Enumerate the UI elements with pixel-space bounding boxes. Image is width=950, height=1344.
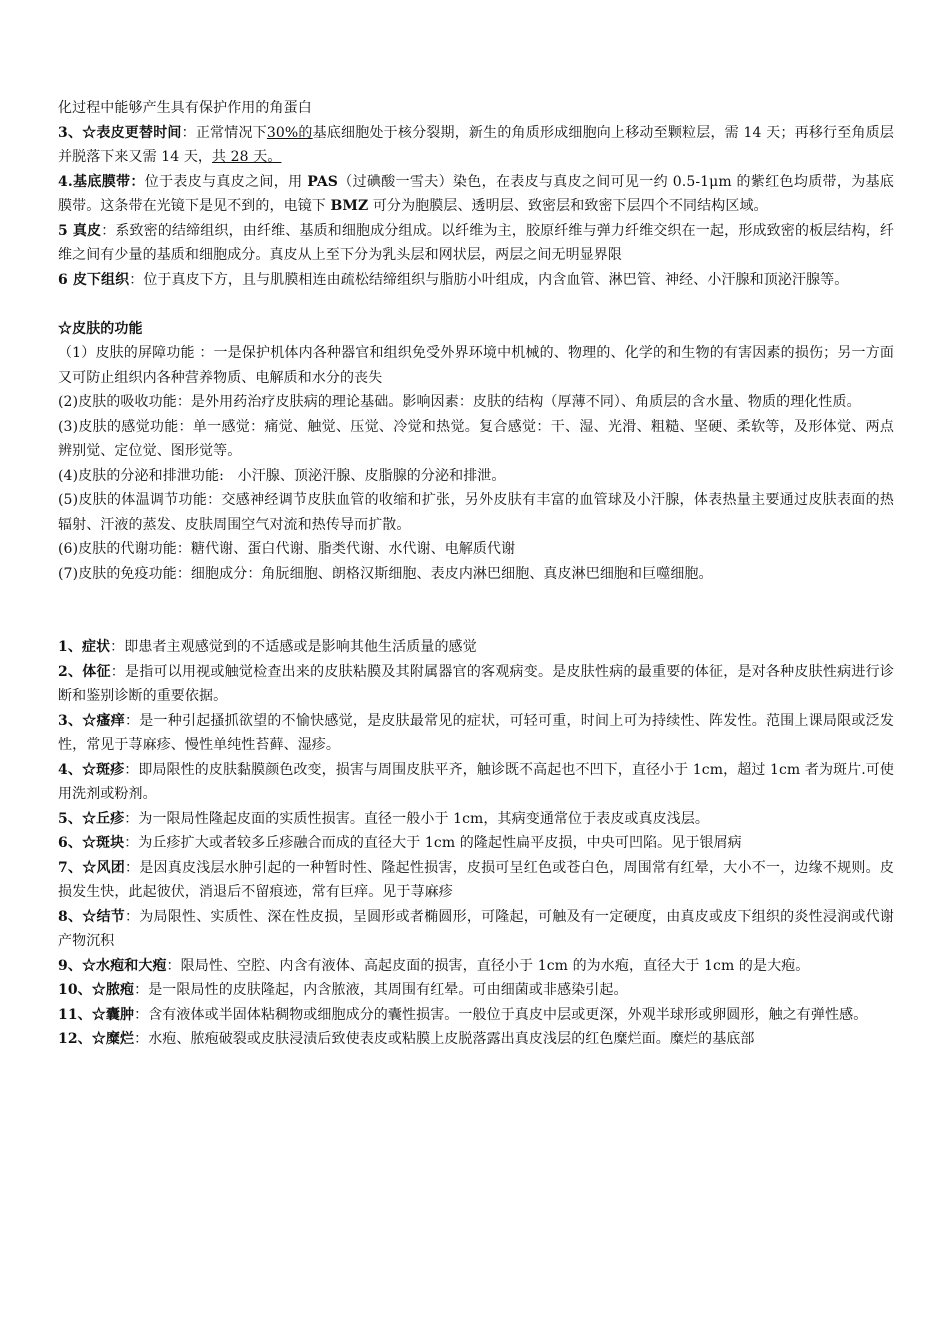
paragraph-subcutaneous: 6 皮下组织：位于真皮下方，且与肌膜相连由疏松结缔组织与脂肪小叶组成，内含血管、淋巴管、神经、小汗腺和顶泌汗腺等。 [58, 271, 849, 288]
underlined-text: 共 28 天。 [212, 149, 282, 165]
term-heading: 2、体征 [58, 663, 111, 680]
term-item: 5、☆丘疹：为一限局性隆起皮面的实质性损害。直径一般小于 1cm，其病变通常位于表皮或真皮浅层。 [58, 810, 710, 827]
term-heading: 3、☆瘙痒 [58, 712, 125, 729]
bold-term: PAS [307, 173, 339, 190]
paragraph-epidermis-turnover: 3、☆表皮更替时间：正常情况下30%的基底细胞处于核分裂期，新生的角质形成细胞向上移动至颗粒层，需 14 天；再移行至角质层并脱落下来又需 14 天，共 28 天。 [58, 124, 894, 165]
paragraph-keratin-continuation: 化过程中能够产生具有保护作用的角蛋白 [58, 100, 312, 116]
section-heading: 6 皮下组织 [58, 271, 130, 288]
blank-line [58, 292, 894, 317]
term-heading: 10、☆脓疱 [58, 982, 135, 998]
term-item: 3、☆瘙痒：是一种引起搔抓欲望的不愉快感觉，是皮肤最常见的症状，可轻可重，时间上可为持续性、阵发性。范围上课局限或泛发性，常见于荨麻疹、慢性单纯性苔藓、湿疹。 [58, 712, 894, 753]
term-item: 8、☆结节：为局限性、实质性、深在性皮损，呈圆形或者椭圆形，可隆起，可触及有一定硬度，由真皮或皮下组织的炎性浸润或代谢产物沉积 [58, 908, 894, 949]
section-heading: 4.基底膜带： [58, 173, 145, 190]
blank-line [58, 586, 894, 635]
term-item: 11、☆囊肿：含有液体或半固体粘稠物或细胞成分的囊性损害。一般位于真皮中层或更深，外观半球形或卵圆形，触之有弹性感。 [58, 1006, 868, 1023]
function-item: (7)皮肤的免疫功能：细胞成分：角朊细胞、朗格汉斯细胞、表皮内淋巴细胞、真皮淋巴细胞和巨噬细胞。 [58, 565, 713, 582]
term-item: 9、☆水疱和大疱：限局性、空腔、内含有液体、高起皮面的损害，直径小于 1cm 的为水疱，直径大于 1cm 的是大疱。 [58, 957, 810, 974]
term-heading: 1、症状 [58, 639, 111, 655]
term-item: 1、症状：即患者主观感觉到的不适感或是影响其他生活质量的感觉 [58, 639, 477, 655]
term-heading: 11、☆囊肿 [58, 1006, 135, 1023]
term-item: 2、体征：是指可以用视或触觉检查出来的皮肤粘膜及其附属器官的客观病变。是皮肤性病的最重要的体征，是对各种皮肤性病进行诊断和鉴别诊断的重要依据。 [58, 663, 894, 704]
section-heading: 3、☆表皮更替时间 [58, 124, 182, 141]
term-item: 7、☆风团：是因真皮浅层水肿引起的一种暂时性、隆起性损害，皮损可呈红色或苍白色，周围常有红晕，大小不一，边缘不规则。皮损发生快，此起彼伏，消退后不留痕迹，常有巨痒。见于荨麻疹 [58, 859, 894, 900]
term-item: 12、☆糜烂：水疱、脓疱破裂或皮肤浸渍后致使表皮或粘膜上皮脱落露出真皮浅层的红色糜烂面。糜烂的基底部 [58, 1031, 755, 1047]
function-item: （1）皮肤的屏障功能 ：一是保护机体内各种器官和组织免受外界环境中机械的、物理的、化学的和生物的有害因素的损伤；另一方面又可防止组织内各种营养物质、电解质和水分的丧失 [58, 345, 894, 386]
function-item: (5)皮肤的体温调节功能：交感神经调节皮肤血管的收缩和扩张，另外皮肤有丰富的血管球及小汗腺，体表热量主要通过皮肤表面的热辐射、汗液的蒸发、皮肤周围空气对流和热传导而扩散。 [58, 492, 894, 533]
function-item: (3)皮肤的感觉功能：单一感觉：痛觉、触觉、压觉、冷觉和热觉。复合感觉：干、湿、光滑、粗糙、坚硬、柔软等，及形体觉、两点辨别觉、定位觉、图形觉等。 [58, 418, 894, 459]
function-item: (4)皮肤的分泌和排泄功能: 小汗腺、顶泌汗腺、皮脂腺的分泌和排泄。 [58, 467, 506, 484]
functions-title: ☆皮肤的功能 [58, 320, 143, 337]
underlined-text: 30%的 [266, 124, 313, 141]
paragraph-basement-membrane: 4.基底膜带：位于表皮与真皮之间，用 PAS（过碘酸一雪夫）染色，在表皮与真皮之间可见一约 0.5-1μm 的紫红色均质带，为基底膜带。这条带在光镜下是见不到的，电镜下 BMZ 可分为胞膜层、透明层、致密层和致密下层四个不同结构区域。 [58, 173, 894, 214]
term-item: 6、☆斑块：为丘疹扩大或者较多丘疹融合而成的直径大于 1cm 的隆起性扁平皮损，中央可凹陷。见于银屑病 [58, 835, 742, 851]
bold-term: BMZ [330, 198, 369, 214]
term-item: 4、☆斑疹：即局限性的皮肤黏膜颜色改变，损害与周围皮肤平齐，触诊既不高起也不凹下，直径小于 1cm，超过 1cm 者为斑片.可使用洗剂或粉剂。 [58, 761, 894, 802]
section-heading: 5 真皮 [58, 222, 102, 239]
term-item: 10、☆脓疱：是一限局性的皮肤隆起，内含脓液，其周围有红晕。可由细菌或非感染引起。 [58, 982, 628, 998]
term-heading: 8、☆结节 [58, 908, 125, 925]
term-heading: 5、☆丘疹 [58, 810, 125, 827]
paragraph-dermis: 5 真皮：系致密的结缔组织，由纤维、基质和细胞成分组成。以纤维为主，胶原纤维与弹力纤维交织在一起，形成致密的板层结构，纤维之间有少量的基质和细胞成分。真皮从上至下分为乳头层和网状层，两层之间无明显界限 [58, 222, 894, 263]
function-item: (2)皮肤的吸收功能：是外用药治疗皮肤病的理论基础。影响因素：皮肤的结构（厚薄不同）、角质层的含水量、物质的理化性质。 [58, 394, 861, 410]
term-heading: 9、☆水疱和大疱 [58, 957, 167, 974]
term-heading: 12、☆糜烂 [58, 1031, 135, 1047]
term-heading: 4、☆斑疹 [58, 761, 125, 778]
document-page [58, 96, 894, 1052]
function-item: (6)皮肤的代谢功能：糖代谢、蛋白代谢、脂类代谢、水代谢、电解质代谢 [58, 541, 516, 557]
term-heading: 7、☆风团 [58, 859, 125, 876]
term-heading: 6、☆斑块 [58, 835, 125, 851]
